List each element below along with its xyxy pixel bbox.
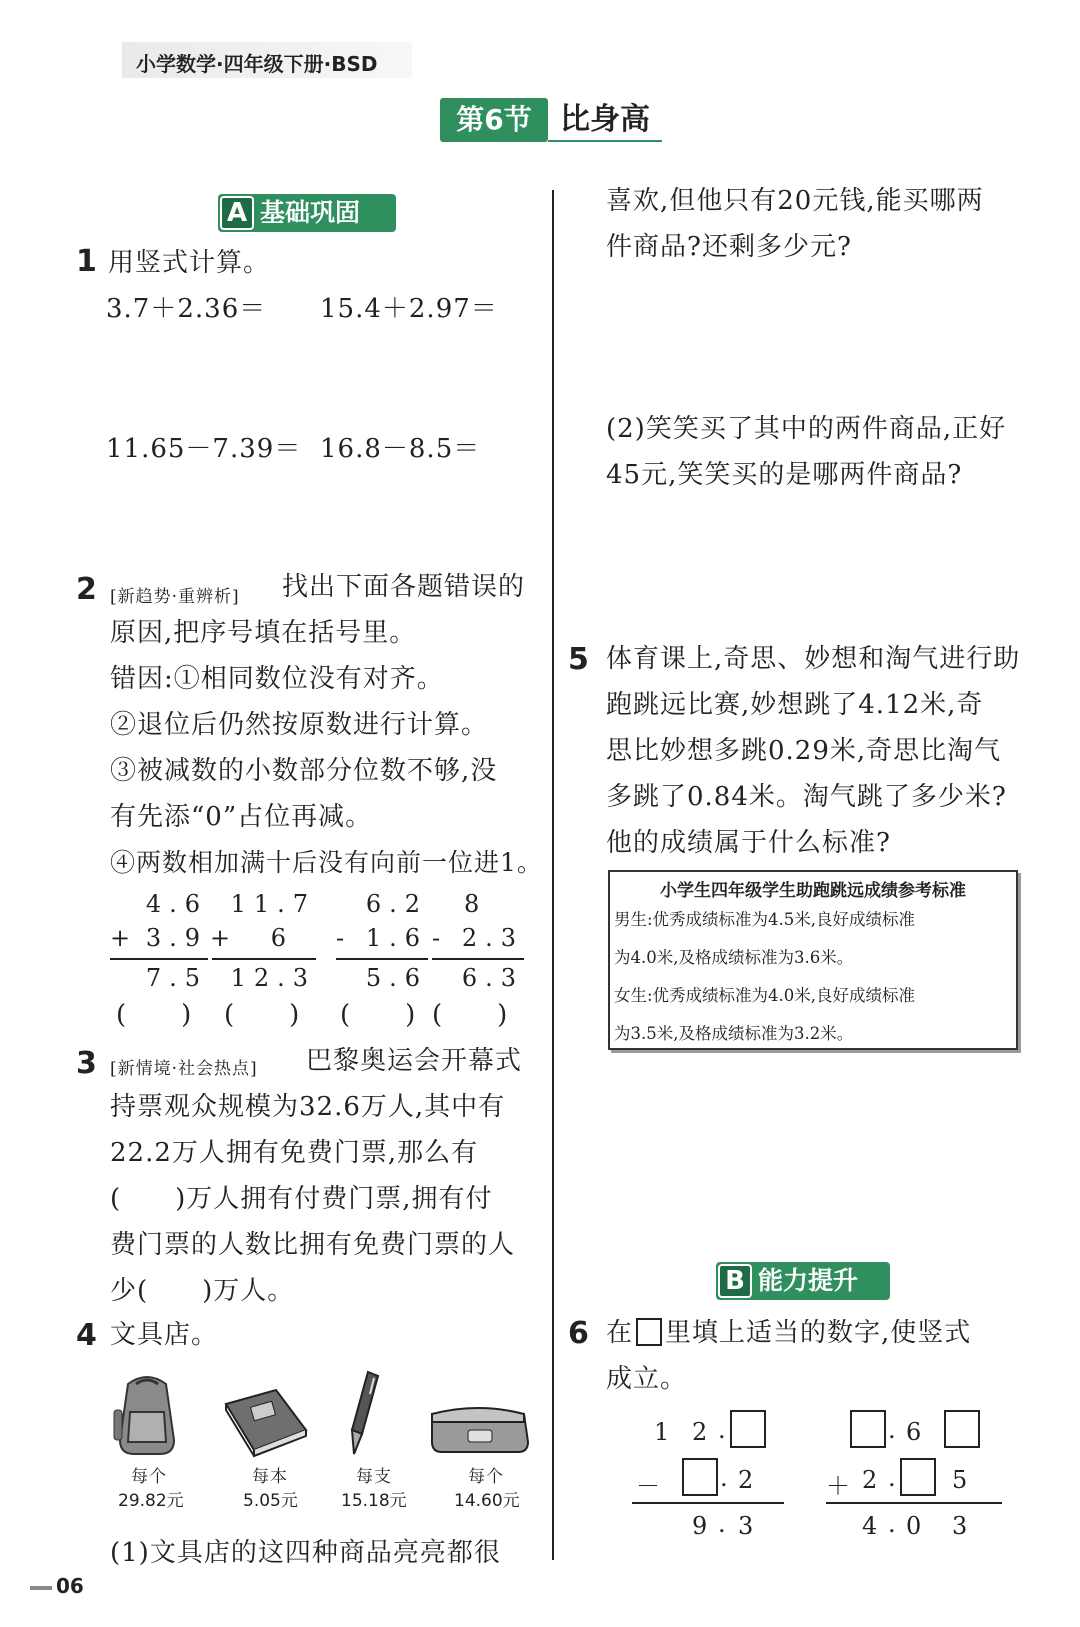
item-2-price: 5.05元 xyxy=(243,1491,298,1511)
column-divider xyxy=(552,190,554,1560)
q2-answer-1[interactable]: ( ) xyxy=(116,1000,193,1030)
q5-number: 5 xyxy=(568,642,589,677)
standard-table-title: 小学生四年级学生助跑跳远成绩参考标准 xyxy=(660,881,966,901)
section-title: 比身高 xyxy=(548,98,662,142)
q6-calc-1: 1 2 . － . 2 9 . 3 xyxy=(632,1410,784,1530)
c1-op: － xyxy=(636,1472,660,1500)
backpack-icon xyxy=(108,1370,186,1458)
calc-result: 6.3 xyxy=(461,964,524,992)
item-3-unit: 每支 xyxy=(356,1467,392,1487)
c1-digit-3: 2 xyxy=(738,1466,754,1494)
q2-answer-4[interactable]: ( ) xyxy=(432,1000,509,1030)
q2-line-4: ②退位后仍然按原数进行计算。 xyxy=(110,710,489,740)
q3-tag: [新情境·社会热点] xyxy=(110,1059,258,1079)
c2-digit-1: 6 xyxy=(906,1418,922,1446)
q4-p1-line-1: (1)文具店的这四种商品亮亮都很 xyxy=(110,1538,501,1568)
q6-calc-2: . 6 ＋ 2 . 5 4 . 0 3 xyxy=(826,1410,1002,1530)
q1-expr-2: 15.4＋2.97＝ xyxy=(320,294,498,324)
calc-top: 4.6 xyxy=(145,890,208,918)
q2-tag: [新趋势·重辨析] xyxy=(110,587,240,607)
q2-calc-2 xyxy=(208,890,316,996)
item-1-price: 29.82元 xyxy=(118,1491,184,1511)
page-number xyxy=(30,1574,84,1598)
calc-bottom: 6 xyxy=(270,924,286,952)
c1-digit-2: 2 xyxy=(692,1418,708,1446)
calc-op: - xyxy=(336,924,345,952)
q6-line-2: 成立。 xyxy=(606,1364,688,1394)
item-4-price: 14.60元 xyxy=(454,1491,520,1511)
q3-line-6: 少( )万人。 xyxy=(110,1276,295,1306)
q2-line-3: 错因:①相同数位没有对齐。 xyxy=(110,664,444,694)
pen-icon xyxy=(344,1368,384,1460)
calc-op: - xyxy=(432,924,441,952)
standard-table xyxy=(608,870,1018,1050)
q2-calc-4 xyxy=(432,890,524,996)
q2-line-2: 原因,把序号填在括号里。 xyxy=(110,618,417,648)
q5-line-5: 他的成绩属于什么标准? xyxy=(606,828,891,858)
calc-top: 8 xyxy=(464,890,480,918)
c1-digit-1: 1 xyxy=(654,1418,670,1446)
q5-line-1: 体育课上,奇思、妙想和淘气进行助 xyxy=(606,644,1021,674)
q2-line-7: ④两数相加满十后没有向前一位进1。 xyxy=(110,848,543,877)
c2-result-1: 4 xyxy=(862,1512,878,1540)
q2-answer-2[interactable]: ( ) xyxy=(224,1000,301,1030)
q4-p2-line-2: 45元,笑笑买的是哪两件商品? xyxy=(606,460,963,490)
section-tag: 第6节 xyxy=(440,98,548,142)
q1-expr-1: 3.7＋2.36＝ xyxy=(106,294,267,324)
q3-line-3: 22.2万人拥有免费门票,那么有 xyxy=(110,1138,479,1168)
calc-op: + xyxy=(110,924,131,952)
q1-number: 1 xyxy=(76,244,97,279)
q1-expr-4: 16.8－8.5＝ xyxy=(320,434,481,464)
q2-line-5: ③被减数的小数部分位数不够,没 xyxy=(110,756,498,786)
c2-blank-1[interactable] xyxy=(850,1410,886,1448)
c2-line xyxy=(826,1502,1002,1504)
c1-result-1: 9 xyxy=(692,1512,708,1540)
standard-line-3: 女生:优秀成绩标准为4.0米,良好成绩标准 xyxy=(614,986,916,1005)
q1-text: 用竖式计算。 xyxy=(108,248,271,278)
q6-text-b: 里填上适当的数字,使竖式 xyxy=(665,1318,972,1348)
c2-result-3: 3 xyxy=(952,1512,968,1540)
part-b-letter: B xyxy=(718,1264,752,1298)
part-a-badge xyxy=(218,194,396,232)
calc-bottom: 1.6 xyxy=(365,924,428,952)
q2-line-1: 找出下面各题错误的 xyxy=(282,572,526,602)
q1-expr-3: 11.65－7.39＝ xyxy=(106,434,302,464)
part-b-badge xyxy=(716,1262,890,1300)
book-header: 小学数学·四年级下册·BSD xyxy=(136,52,378,76)
standard-line-1: 男生:优秀成绩标准为4.5米,良好成绩标准 xyxy=(614,910,916,929)
calc-result: 5.6 xyxy=(365,964,428,992)
q4-p1-line-3: 件商品?还剩多少元? xyxy=(606,232,852,262)
calc-result: 12.3 xyxy=(230,964,316,992)
q2-calc-3 xyxy=(336,890,428,996)
c2-digit-3: 5 xyxy=(952,1466,968,1494)
q6-text-a: 在 xyxy=(606,1318,634,1348)
q2-answer-3[interactable]: ( ) xyxy=(340,1000,417,1030)
q4-text: 文具店。 xyxy=(110,1320,219,1350)
q5-line-2: 跑跳远比赛,妙想跳了4.12米,奇 xyxy=(606,690,984,720)
q3-line-1: 巴黎奥运会开幕式 xyxy=(306,1046,523,1076)
part-a-label: 基础巩固 xyxy=(260,198,361,227)
standard-line-2: 为4.0米,及格成绩标准为3.6米。 xyxy=(614,948,854,967)
standard-line-4: 为3.5米,及格成绩标准为3.2米。 xyxy=(614,1024,854,1043)
q3-number: 3 xyxy=(76,1046,97,1081)
q6-line-1 xyxy=(606,1310,971,1356)
c1-blank-2[interactable] xyxy=(682,1458,718,1496)
q3-line-5: 费门票的人数比拥有免费门票的人 xyxy=(110,1230,516,1260)
c1-blank-1[interactable] xyxy=(730,1410,766,1448)
q3-line-4: ( )万人拥有付费门票,拥有付 xyxy=(110,1184,493,1214)
pencil-case-icon xyxy=(428,1400,532,1456)
q2-line-6: 有先添“0”占位再减。 xyxy=(110,802,373,832)
q4-p1-line-2: 喜欢,但他只有20元钱,能买哪两 xyxy=(606,186,984,216)
blank-box-sample xyxy=(636,1318,662,1346)
calc-op: + xyxy=(210,924,231,952)
q5-line-3: 思比妙想多跳0.29米,奇思比淘气 xyxy=(606,736,1002,766)
q4-p2-line-1: (2)笑笑买了其中的两件商品,正好 xyxy=(606,414,1007,444)
q6-number: 6 xyxy=(568,1316,589,1351)
c2-op: ＋ xyxy=(826,1472,850,1500)
calc-result: 7.5 xyxy=(145,964,208,992)
q3-line-2: 持票观众规模为32.6万人,其中有 xyxy=(110,1092,506,1122)
c2-result-2: 0 xyxy=(906,1512,922,1540)
page-number-text: 06 xyxy=(56,1574,84,1598)
calc-bottom: 3.9 xyxy=(145,924,208,952)
calc-top: 11.7 xyxy=(230,890,316,918)
c1-result-2: 3 xyxy=(738,1512,754,1540)
item-2-unit: 每本 xyxy=(252,1467,288,1487)
q2-calc-1 xyxy=(110,890,208,996)
c2-blank-2[interactable] xyxy=(944,1410,980,1448)
calc-top: 6.2 xyxy=(365,890,428,918)
item-1-unit: 每个 xyxy=(131,1467,167,1487)
item-4-unit: 每个 xyxy=(468,1467,504,1487)
q5-line-4: 多跳了0.84米。淘气跳了多少米? xyxy=(606,782,1007,812)
item-3-price: 15.18元 xyxy=(341,1491,407,1511)
c1-line xyxy=(632,1502,784,1504)
q2-number: 2 xyxy=(76,572,97,607)
book-icon xyxy=(222,1386,310,1458)
c2-digit-2: 2 xyxy=(862,1466,878,1494)
c2-blank-3[interactable] xyxy=(900,1458,936,1496)
part-a-letter: A xyxy=(220,196,254,230)
part-b-label: 能力提升 xyxy=(758,1266,859,1295)
q4-number: 4 xyxy=(76,1318,97,1353)
calc-bottom: 2.3 xyxy=(461,924,524,952)
